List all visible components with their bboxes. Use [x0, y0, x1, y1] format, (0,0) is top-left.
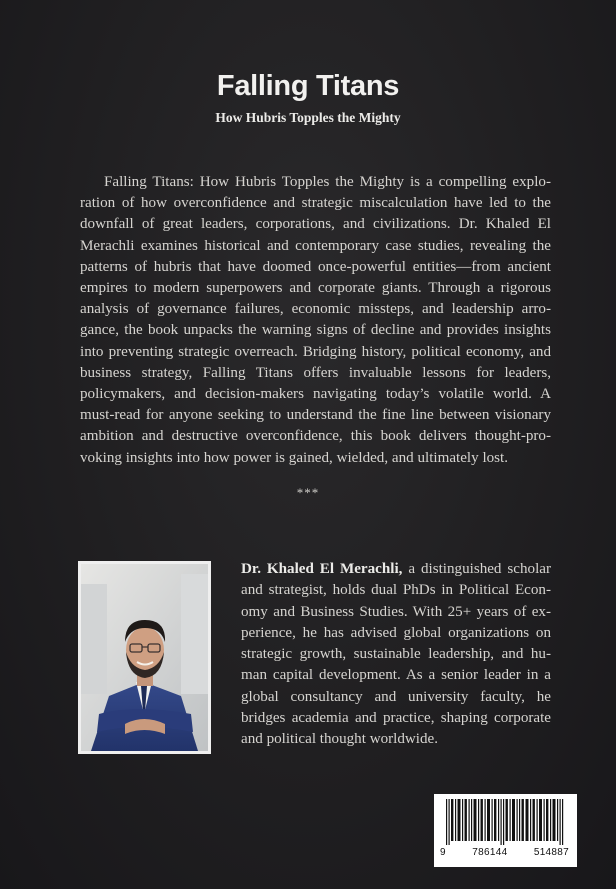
- barcode-digits: [440, 845, 571, 858]
- author-photo-frame: [78, 561, 211, 754]
- author-bio-text: a distinguished scholar and strategist, holds dual PhDs in Political Economy and Business Studies. With 25+ years of experience, he has advised global organizations on strategic growth, sustainable leadership, and human capital development. As a senior leader in a global consultancy and university faculty, he bridges academia and practice, shaping corporate and political thought worldwide.: [241, 561, 551, 748]
- book-title: Falling Titans: [216, 70, 400, 102]
- barcode-digit-lead: 9: [440, 847, 446, 858]
- barcode-bars: [440, 799, 571, 845]
- book-subtitle: How Hubris Topples the Mighty: [215, 110, 401, 125]
- author-bio: [241, 559, 551, 751]
- author-photo: [81, 564, 208, 751]
- barcode-digits-right: 514887: [533, 847, 569, 858]
- section-separator: ***: [296, 485, 320, 500]
- book-blurb: Falling Titans: How Hubris Topples the Mighty is a compelling exploration of how overconfidence and strategic miscalculation have led to the downfall of great leaders, corporations, and civilizations. Dr. Khaled El Merachli examines historical and contemporary case studies, revealing the patterns of hubris that have doomed once-powerful entities—from ancient empires to modern superpowers and corporate giants. Through a rigorous analysis of governance failures, economic missteps, and leadership arrogance, the book unpacks the warning signs of decline and provides insights into preventing strategic overreach. Bridging history, political economy, and business strategy, Falling Titans offers invaluable lessons for leaders, policymakers, and decision-makers navigating today’s volatile world. A must-read for anyone seeking to understand the fine line between visionary ambition and destructive overconfidence, this book delivers thought-provoking insights into how power is gained, wielded, and ultimately lost.: [80, 174, 551, 466]
- barcode-digits-left: 786144: [472, 847, 508, 858]
- isbn-barcode: [434, 794, 577, 867]
- author-name: Dr. Khaled El Merachli,: [241, 561, 403, 577]
